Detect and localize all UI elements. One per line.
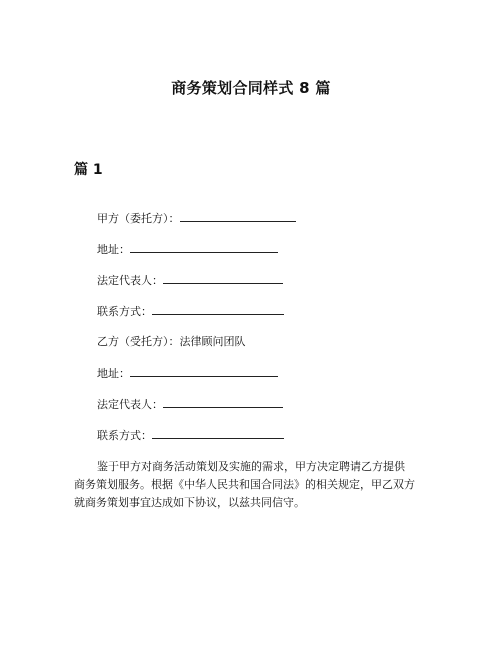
party-b-label: 乙方（受托方）：法律顾问团队 xyxy=(97,335,246,348)
preamble-paragraph xyxy=(74,458,444,512)
section-heading: 篇 1 xyxy=(74,162,103,178)
party-a-contact-label: 联系方式： xyxy=(97,305,152,318)
party-a-address-blank xyxy=(130,242,278,253)
party-a-contact-blank xyxy=(152,304,284,315)
party-b-representative-line xyxy=(97,397,283,412)
paragraph-line: 商务策划服务。根据《中华人民共和国合同法》的相关规定，甲乙双方 xyxy=(74,478,415,491)
party-a-representative-label: 法定代表人： xyxy=(97,274,163,287)
party-b-representative-blank xyxy=(163,397,283,408)
party-a-line xyxy=(97,211,296,226)
party-b-address-line xyxy=(97,366,278,381)
party-a-address-label: 地址： xyxy=(97,243,130,256)
party-b-contact-line xyxy=(97,428,284,443)
party-b-address-blank xyxy=(130,366,278,377)
party-a-label: 甲方（委托方）： xyxy=(97,212,180,225)
party-a-representative-line xyxy=(97,273,283,288)
party-a-blank xyxy=(180,211,296,222)
party-b-address-label: 地址： xyxy=(97,367,130,380)
party-a-contact-line xyxy=(97,304,284,319)
paragraph-line: 就商务策划事宜达成如下协议，以兹共同信守。 xyxy=(74,496,305,509)
party-b-contact-label: 联系方式： xyxy=(97,429,152,442)
party-b-contact-blank xyxy=(152,428,284,439)
party-b-representative-label: 法定代表人： xyxy=(97,398,163,411)
document-title: 商务策划合同样式 8 篇 xyxy=(171,79,331,97)
party-b-line xyxy=(97,335,246,349)
paragraph-line: 鉴于甲方对商务活动策划及实施的需求，甲方决定聘请乙方提供 xyxy=(97,460,405,473)
party-a-representative-blank xyxy=(163,273,283,284)
party-a-address-line xyxy=(97,242,278,257)
